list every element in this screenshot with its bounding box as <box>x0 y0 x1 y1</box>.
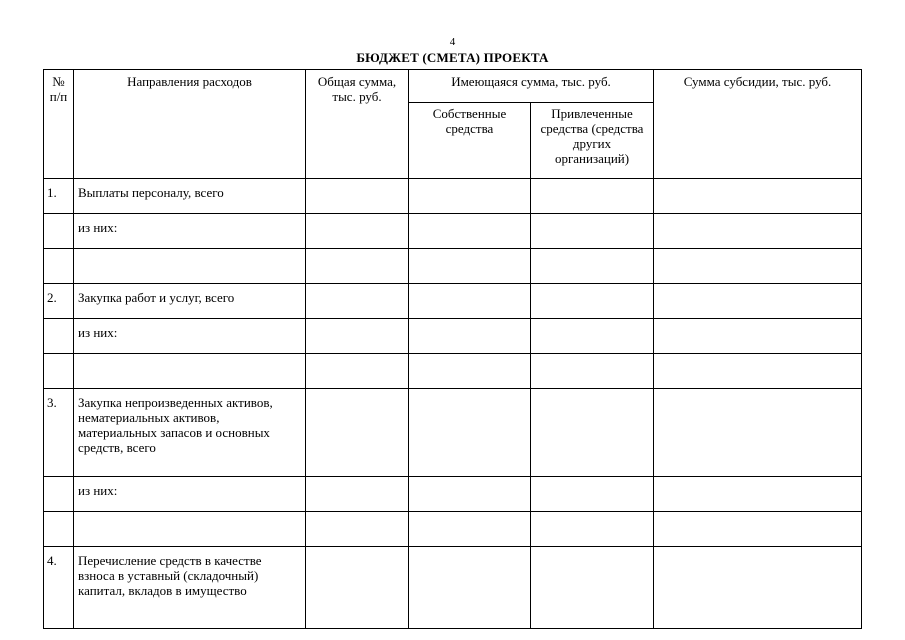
cell-subsidy[interactable] <box>654 249 862 284</box>
row-label: Закупка непроизведенных активов, нематериальных активов, материальных запасов и основных средств, всего <box>74 389 306 477</box>
header-available: Имеющаяся сумма, тыс. руб. <box>409 70 654 103</box>
row-number <box>44 354 74 389</box>
cell-subsidy[interactable] <box>654 214 862 249</box>
cell-subsidy[interactable] <box>654 512 862 547</box>
cell-total[interactable] <box>306 214 409 249</box>
header-num: № п/п <box>44 70 74 179</box>
table-row <box>44 547 862 629</box>
cell-own[interactable] <box>409 179 531 214</box>
row-label: из них: <box>74 477 306 512</box>
cell-total[interactable] <box>306 547 409 629</box>
header-subsidy: Сумма субсидии, тыс. руб. <box>654 70 862 179</box>
table-row <box>44 389 862 477</box>
cell-own[interactable] <box>409 512 531 547</box>
cell-subsidy[interactable] <box>654 284 862 319</box>
cell-attracted[interactable] <box>531 249 654 284</box>
cell-own[interactable] <box>409 284 531 319</box>
cell-attracted[interactable] <box>531 214 654 249</box>
table-row <box>44 249 862 284</box>
row-label: из них: <box>74 319 306 354</box>
cell-own[interactable] <box>409 547 531 629</box>
row-label: из них: <box>74 214 306 249</box>
cell-subsidy[interactable] <box>654 179 862 214</box>
table-row <box>44 319 862 354</box>
row-number: 3. <box>44 389 74 477</box>
table-row <box>44 284 862 319</box>
cell-total[interactable] <box>306 477 409 512</box>
budget-table <box>43 69 862 629</box>
row-number <box>44 477 74 512</box>
table-row <box>44 179 862 214</box>
page-number: 4 <box>449 36 456 48</box>
table-row <box>44 214 862 249</box>
header-total: Общая сумма, тыс. руб. <box>306 70 409 179</box>
table-row <box>44 512 862 547</box>
cell-total[interactable] <box>306 179 409 214</box>
row-number: 1. <box>44 179 74 214</box>
cell-total[interactable] <box>306 249 409 284</box>
table-row <box>44 354 862 389</box>
row-number <box>44 214 74 249</box>
cell-subsidy[interactable] <box>654 319 862 354</box>
table-row <box>44 477 862 512</box>
cell-own[interactable] <box>409 477 531 512</box>
cell-attracted[interactable] <box>531 354 654 389</box>
row-label: Перечисление средств в качестве взноса в уставный (складочный) капитал, вкладов в имущество <box>74 547 306 629</box>
cell-own[interactable] <box>409 249 531 284</box>
cell-attracted[interactable] <box>531 477 654 512</box>
row-label[interactable] <box>74 512 306 547</box>
cell-total[interactable] <box>306 512 409 547</box>
cell-total[interactable] <box>306 319 409 354</box>
cell-total[interactable] <box>306 354 409 389</box>
cell-attracted[interactable] <box>531 389 654 477</box>
row-label[interactable] <box>74 354 306 389</box>
page-title: БЮДЖЕТ (СМЕТА) ПРОЕКТА <box>356 50 549 65</box>
cell-own[interactable] <box>409 389 531 477</box>
row-number: 2. <box>44 284 74 319</box>
row-number <box>44 249 74 284</box>
row-number <box>44 319 74 354</box>
header-direction: Направления расходов <box>74 70 306 179</box>
cell-attracted[interactable] <box>531 284 654 319</box>
cell-attracted[interactable] <box>531 512 654 547</box>
cell-subsidy[interactable] <box>654 477 862 512</box>
header-attracted: Привлеченные средства (средства других организаций) <box>531 103 654 179</box>
cell-subsidy[interactable] <box>654 389 862 477</box>
cell-subsidy[interactable] <box>654 354 862 389</box>
cell-attracted[interactable] <box>531 547 654 629</box>
cell-own[interactable] <box>409 354 531 389</box>
cell-attracted[interactable] <box>531 179 654 214</box>
row-number <box>44 512 74 547</box>
cell-attracted[interactable] <box>531 319 654 354</box>
cell-total[interactable] <box>306 389 409 477</box>
row-number: 4. <box>44 547 74 629</box>
cell-own[interactable] <box>409 319 531 354</box>
row-label: Выплаты персоналу, всего <box>74 179 306 214</box>
row-label[interactable] <box>74 249 306 284</box>
row-label: Закупка работ и услуг, всего <box>74 284 306 319</box>
cell-subsidy[interactable] <box>654 547 862 629</box>
header-own: Собственные средства <box>409 103 531 179</box>
cell-total[interactable] <box>306 284 409 319</box>
cell-own[interactable] <box>409 214 531 249</box>
